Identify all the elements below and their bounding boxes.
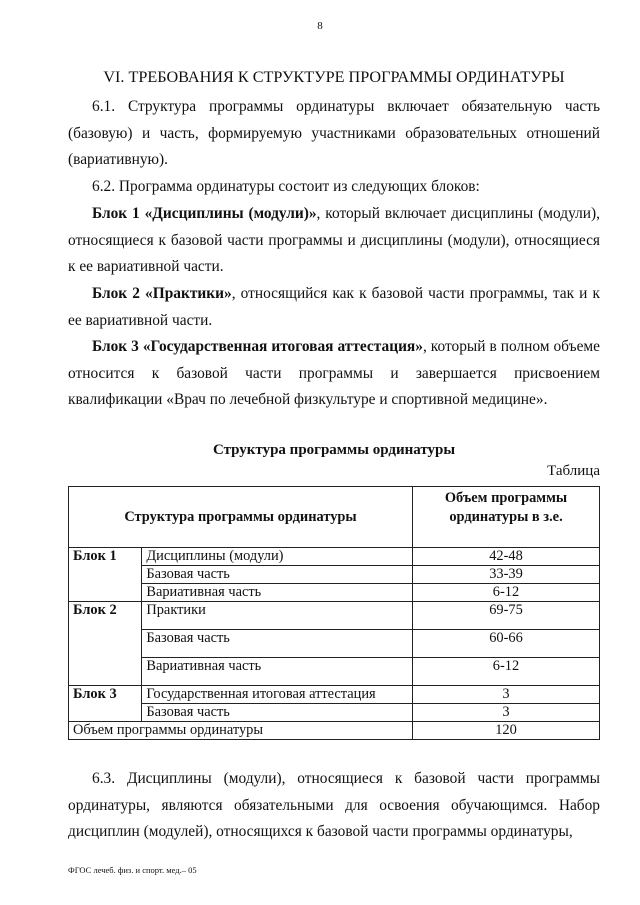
- row-label: Вариативная часть: [142, 584, 413, 602]
- block-3-description: , который в полном объеме относится к базовой части программы и завершается присвоением квалификации «Врач по лечебной физкультуре и спортивной медицине».: [68, 338, 600, 409]
- paragraph-6-1: 6.1. Структура программы ординатуры включает обязательную часть (базовую) и часть, формируемую участниками образовательных отношений (вариативную).: [68, 98, 600, 169]
- row-label: Государственная итоговая аттестация: [142, 686, 413, 704]
- row-value: 60-66: [413, 630, 600, 658]
- row-value: 69-75: [413, 602, 600, 630]
- table-row: [69, 566, 600, 584]
- table-row: [69, 704, 600, 722]
- table-row: [69, 602, 600, 630]
- header-structure: Структура программы ординатуры: [69, 487, 413, 548]
- block-2-title: Блок 2 «Практики»: [92, 285, 232, 302]
- row-label: Вариативная часть: [142, 658, 413, 686]
- total-label: Объем программы ординатуры: [69, 722, 413, 740]
- footer-note: ФГОС лечеб. физ. и спорт. мед.– 05: [68, 865, 197, 875]
- row-label: Базовая часть: [142, 566, 413, 584]
- row-value: 42-48: [413, 548, 600, 566]
- row-label: Практики: [142, 602, 413, 630]
- block-2-cell: Блок 2: [69, 602, 142, 686]
- table-row: [69, 548, 600, 566]
- block-1-description: , который включает дисциплины (модули), относящиеся к базовой части программы и дисциплины (модули), относящиеся к ее вариативной части.: [68, 205, 600, 276]
- header-volume: Объем программы ординатуры в з.е.: [413, 487, 600, 548]
- section-heading: VI. ТРЕБОВАНИЯ К СТРУКТУРЕ ПРОГРАММЫ ОРДИНАТУРЫ: [103, 68, 565, 86]
- row-label: Базовая часть: [142, 630, 413, 658]
- table-label: Таблица: [547, 463, 600, 479]
- table-row: [69, 686, 600, 704]
- row-value: 6-12: [413, 658, 600, 686]
- row-value: 3: [413, 704, 600, 722]
- block-1-title: Блок 1 «Дисциплины (модули)»: [92, 205, 317, 222]
- table-row: [69, 584, 600, 602]
- page-number: 8: [317, 20, 323, 32]
- row-value: 33-39: [413, 566, 600, 584]
- total-value: 120: [413, 722, 600, 740]
- paragraph-block-1: [68, 201, 600, 281]
- block-2-description: , относящийся как к базовой части программы, так и к ее вариативной части.: [68, 285, 600, 329]
- block-3-cell: Блок 3: [69, 686, 142, 722]
- table-row: [69, 630, 600, 658]
- paragraph-block-3: [68, 334, 600, 414]
- table-total-row: [69, 722, 600, 740]
- program-structure-table: [68, 486, 600, 740]
- table-row: [69, 658, 600, 686]
- table-header-row: [69, 487, 600, 548]
- row-label: Дисциплины (модули): [142, 548, 413, 566]
- paragraph-6-3: 6.3. Дисциплины (модули), относящиеся к базовой части программы ординатуры, являются обязательными для освоения обучающимся. Набор дисциплин (модулей), относящихся к базовой части программы ординатуры,: [68, 770, 600, 841]
- paragraph-6-2: 6.2. Программа ординатуры состоит из следующих блоков:: [92, 178, 480, 195]
- block-1-cell: Блок 1: [69, 548, 142, 602]
- block-3-title: Блок 3 «Государственная итоговая аттестация»: [92, 338, 423, 355]
- row-value: 6-12: [413, 584, 600, 602]
- row-label: Базовая часть: [142, 704, 413, 722]
- paragraph-block-2: [68, 281, 600, 334]
- table-title: Структура программы ординатуры: [212, 442, 456, 458]
- row-value: 3: [413, 686, 600, 704]
